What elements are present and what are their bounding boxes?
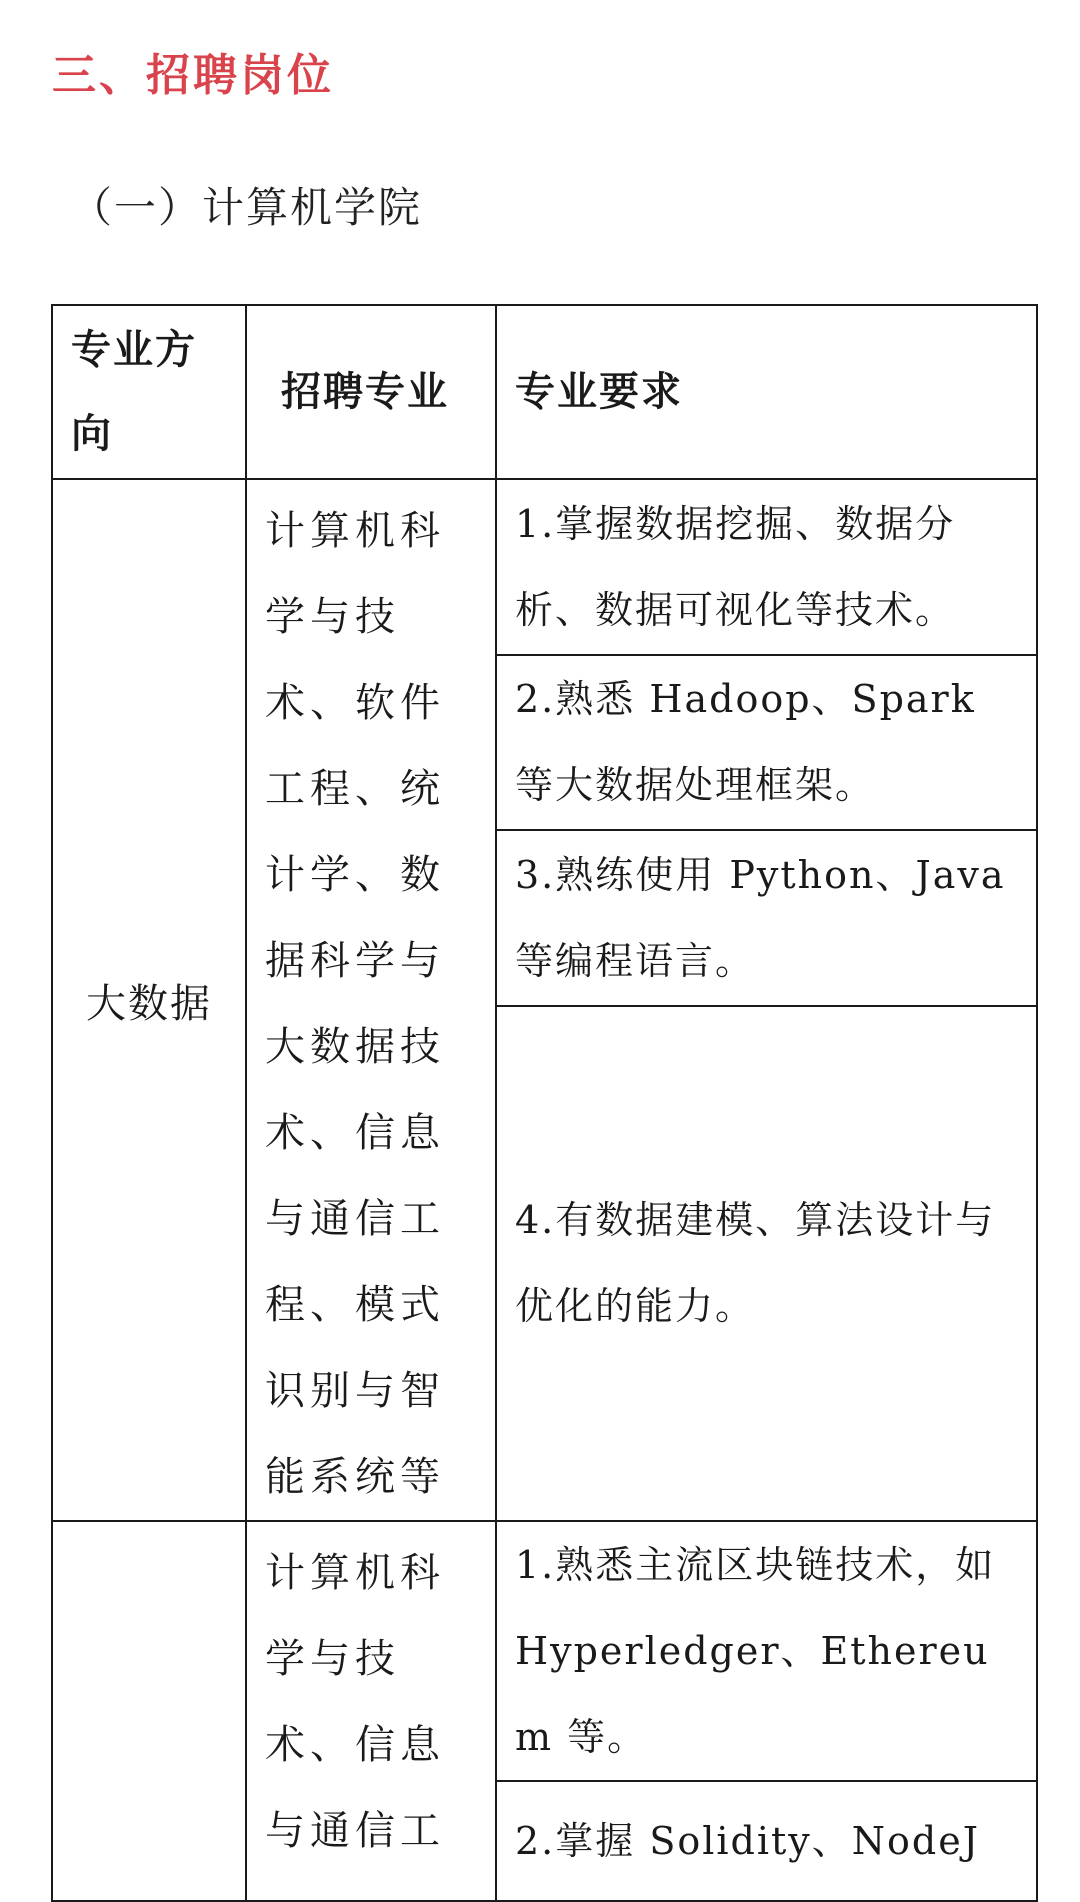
table-header-row	[52, 305, 1037, 479]
requirement-cell: 2.熟悉 Hadoop、Spark 等大数据处理框架。	[496, 655, 1037, 831]
major-text: 计算机科学与技术、信息与通信工	[265, 1550, 445, 1854]
requirement-cell: 1.熟悉主流区块链技术，如 Hyperledger、Ethereum 等。	[496, 1521, 1037, 1781]
requirement-cell: 3.熟练使用 Python、Java 等编程语言。	[496, 830, 1037, 1006]
header-major: 招聘专业	[246, 305, 496, 479]
section-heading: 三、招聘岗位	[52, 50, 334, 101]
table-row	[52, 479, 1037, 655]
major-text: 计算机科学与技术、软件工程、统计学、数据科学与大数据技术、信息与通信工程、模式识别与智能系统等	[265, 508, 445, 1500]
positions-table	[51, 304, 1038, 1902]
requirement-cell: 2.掌握 Solidity、NodeJ	[496, 1781, 1037, 1901]
header-requirements: 专业要求	[496, 305, 1037, 479]
requirement-cell: 1.掌握数据挖掘、数据分析、数据可视化等技术。	[496, 479, 1037, 655]
header-direction: 专业方向	[52, 305, 246, 479]
major-cell	[246, 479, 496, 1521]
major-cell	[246, 1521, 496, 1901]
direction-cell	[52, 1521, 246, 1901]
direction-cell: 大数据	[52, 479, 246, 1521]
college-subheading: （一）计算机学院	[70, 183, 423, 232]
requirement-cell: 4.有数据建模、算法设计与优化的能力。	[496, 1006, 1037, 1521]
table-row	[52, 1521, 1037, 1781]
